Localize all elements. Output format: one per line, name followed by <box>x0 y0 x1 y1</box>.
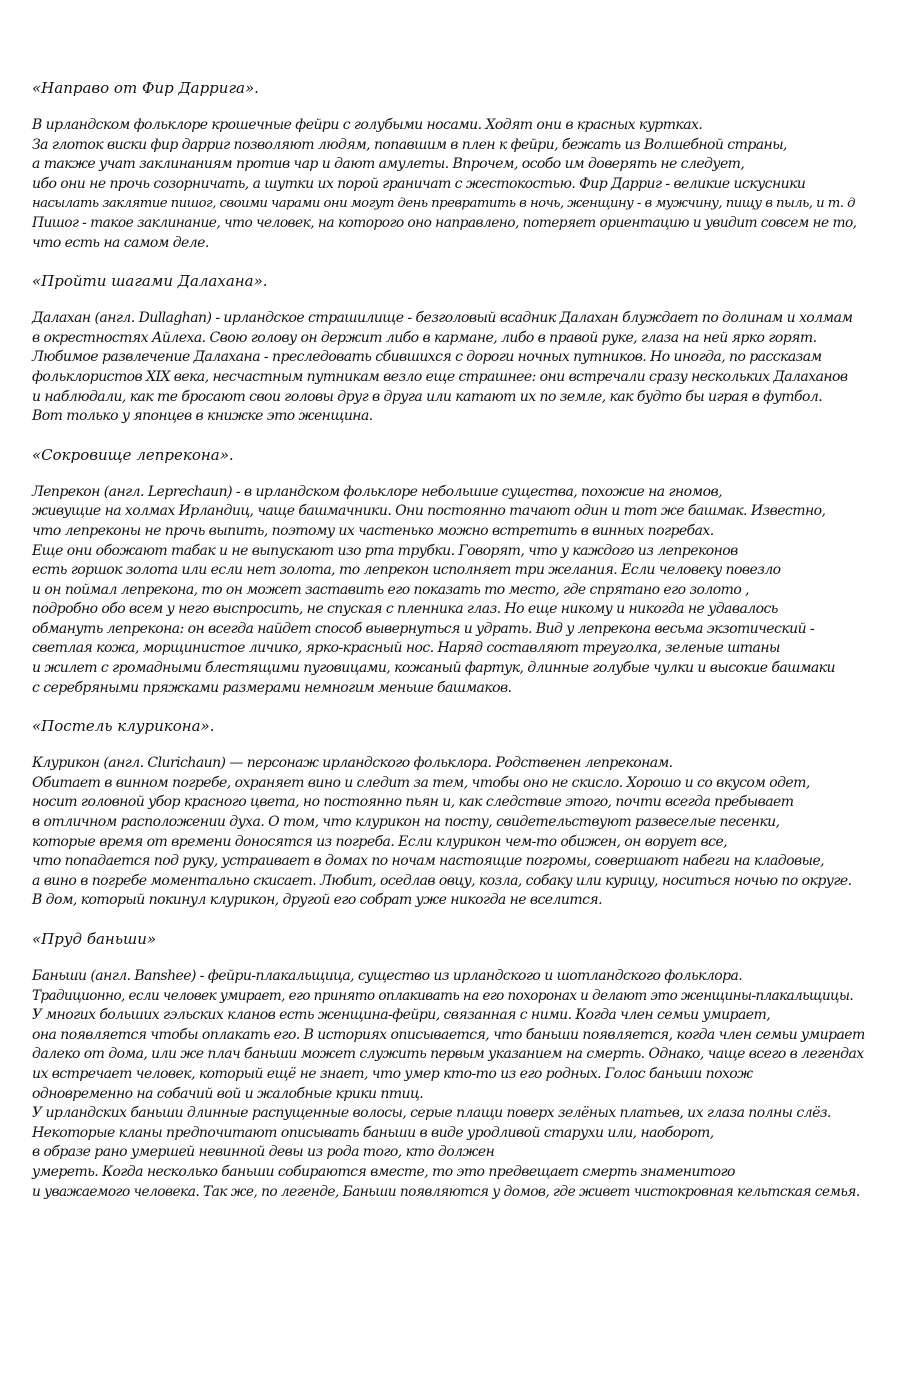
text-line: Клурикон (англ. Clurichaun) — персонаж ирландского фольклора. Родственен лепреконам. <box>32 755 673 772</box>
section-heading: «Сокровище лепрекона». <box>32 445 234 464</box>
text-line: Лепрекон (англ. Leprechaun) - в ирландском фольклоре небольшие существа, похожие на гномов, <box>32 483 722 500</box>
text-line: а также учат заклинаниям против чар и дают амулеты. Впрочем, особо им доверять не следует, <box>32 156 745 173</box>
text-line: в окрестностях Айлеха. Свою голову он держит либо в кармане, либо в правой руке, глаза на ней ярко горят. <box>32 329 817 346</box>
text-line: в образе рано умершей невинной девы из рода того, кто должен <box>32 1144 495 1161</box>
section-heading: «Пруд баньши» <box>32 930 157 948</box>
section-gap <box>32 253 868 271</box>
text-line: Вот только у японцев в книжке это женщина. <box>32 408 373 425</box>
text-line: далеко от дома, или же плач баньши может служить первым указанием на смерть. Однако, чаще всего в легендах <box>32 1046 864 1063</box>
text-line: ибо они не прочь созорничать, а шутки их порой граничат с жестокостью. Фир Дарриг - великие искусники <box>32 175 806 192</box>
text-line: умереть. Когда несколько баньши собираются вместе, то это предвещает смерть знаменитого <box>32 1163 735 1180</box>
text-line: в отличном расположении духа. О том, что клурикон на посту, свидетельствуют развеселые песенки, <box>32 814 780 831</box>
text-line: Обитает в винном погребе, охраняет вино и следит за тем, чтобы оно не скисло. Хорошо и со вкусом одет, <box>32 774 810 791</box>
section-banshee <box>32 929 868 1202</box>
text-line: За глоток виски фир дарриг позволяют людям, попавшим в плен к фейри, бежать из Волшебной страны, <box>32 136 787 153</box>
text-line: В ирландском фольклоре крошечные фейри с голубыми носами. Ходят они в красных куртках. <box>32 117 703 133</box>
text-line: У ирландских баньши длинные распущенные волосы, серые плащи поверх зелёных платьев, их глаза полны слёз. <box>32 1105 831 1122</box>
text-line: и он поймал лепрекона, то он может заставить его показать то место, где спрятано его золото , <box>32 581 750 598</box>
text-line: живущие на холмах Ирландиц, чаще башмачники. Они постоянно тачают один и тот же башмак. Известно, <box>32 503 826 520</box>
text-line: Далахан (англ. Dullaghan) - ирландское страшилище - безголовый всадник Далахан блуждает по долинам и холмам <box>32 310 853 327</box>
section-heading: «Постель клурикона». <box>32 717 215 736</box>
text-line: что попадается под руку, устраивает в домах по ночам настоящие погромы, совершают набеги на кладовые, <box>32 853 825 870</box>
section-leprechaun <box>32 445 868 699</box>
text-line: светлая кожа, морщинистое личико, ярко-красный нос. Наряд составляют треуголка, зеленые штаны <box>32 640 780 657</box>
text-line: что лепреконы не прочь выпить, поэтому их частенько можно встретить в винных погребах. <box>32 522 714 539</box>
text-line: которые время от времени доносятся из погреба. Если клурикон чем-то обижен, он ворует все, <box>32 833 728 850</box>
text-line: У многих больших гэльских кланов есть женщина-фейри, связанная с ними. Когда член семьи умирает, <box>32 1007 771 1024</box>
text-line: Баньши (англ. Banshee) - фейри-плакальщица, существо из ирландского и шотландского фольклора. <box>32 968 743 984</box>
section-gap <box>32 698 868 716</box>
text-line: их встречает человек, который ещё не знает, что умер кто-то из его родных. Голос баньши похож <box>32 1065 753 1082</box>
text-line: насылать заклятие пишог, своими чарами они могут день превратить в ночь, женщину - в мужчину, пищу в пыль, и т. д <box>32 196 855 212</box>
text-line: подробно обо всем у него выспросить, не спуская с пленника глаз. Но еще никому и никогда не удавалось <box>32 601 778 618</box>
text-line: фольклористов XIX века, несчастным путникам везло еще страшнее: они встречали сразу нескольких Далаханов <box>32 368 848 385</box>
text-line: одновременно на собачий вой и жалобные крики птиц. <box>32 1085 424 1102</box>
text-line: Еще они обожают табак и не выпускают изо рта трубки. Говорят, что у каждого из лепреконов <box>32 542 738 559</box>
text-line: Традиционно, если человек умирает, его принято оплакивать на его похоронах и делают это женщины-плакальщицы. <box>32 987 854 1004</box>
text-line: и наблюдали, как те бросают свои головы друг в друга или катают их по земле, как будто бы играя в футбол. <box>32 388 823 405</box>
text-line: что есть на самом деле. <box>32 234 209 251</box>
section-gap <box>32 911 868 929</box>
section-fir-darrig <box>32 78 868 253</box>
text-line: а вино в погребе моментально скисает. Любит, оседлав овцу, козла, собаку или курицу, носиться ночью по округе. <box>32 872 852 889</box>
text-line: она появляется чтобы оплакать его. В историях описывается, что баньши появляется, когда член семьи умирает <box>32 1026 865 1043</box>
text-line: Пишог - такое заклинание, что человек, на которого оно направлено, потеряет ориентацию и увидит совсем не то, <box>32 214 857 231</box>
section-gap <box>32 427 868 445</box>
text-line: и уважаемого человека. Так же, по легенде, Баньши появляются у домов, где живет чистокровная кельтская семья. <box>32 1183 860 1200</box>
text-line: В дом, который покинул клурикон, другой его собрат уже никогда не вселится. <box>32 892 602 909</box>
text-line: Некоторые кланы предпочитают описывать баньши в виде уродливой старухи или, наоборот, <box>32 1124 714 1141</box>
section-heading: «Пройти шагами Далахана». <box>32 272 268 291</box>
text-line: с серебряными пряжками размерами немногим меньше башмаков. <box>32 679 512 696</box>
text-line: носит головной убор красного цвета, но постоянно пьян и, как следствие этого, почти всегда пребывает <box>32 794 794 811</box>
text-line: Любимое развлечение Далахана - преследовать сбившихся с дороги ночных путников. Но иногда, по рассказам <box>32 349 822 366</box>
section-dullaghan <box>32 271 868 427</box>
text-line: и жилет с громадными блестящими пуговицами, кожаный фартук, длинные голубые чулки и высокие башмаки <box>32 660 835 677</box>
text-line: есть горшок золота или если нет золота, то лепрекон исполняет три желания. Если человеку повезло <box>32 562 781 579</box>
section-clurichaun <box>32 716 868 911</box>
text-line: обмануть лепрекона: он всегда найдет способ вывернуться и удрать. Вид у лепрекона весьма экзотический - <box>32 620 815 637</box>
document-page <box>32 78 868 1202</box>
section-heading: «Направо от Фир Даррига». <box>32 79 259 97</box>
